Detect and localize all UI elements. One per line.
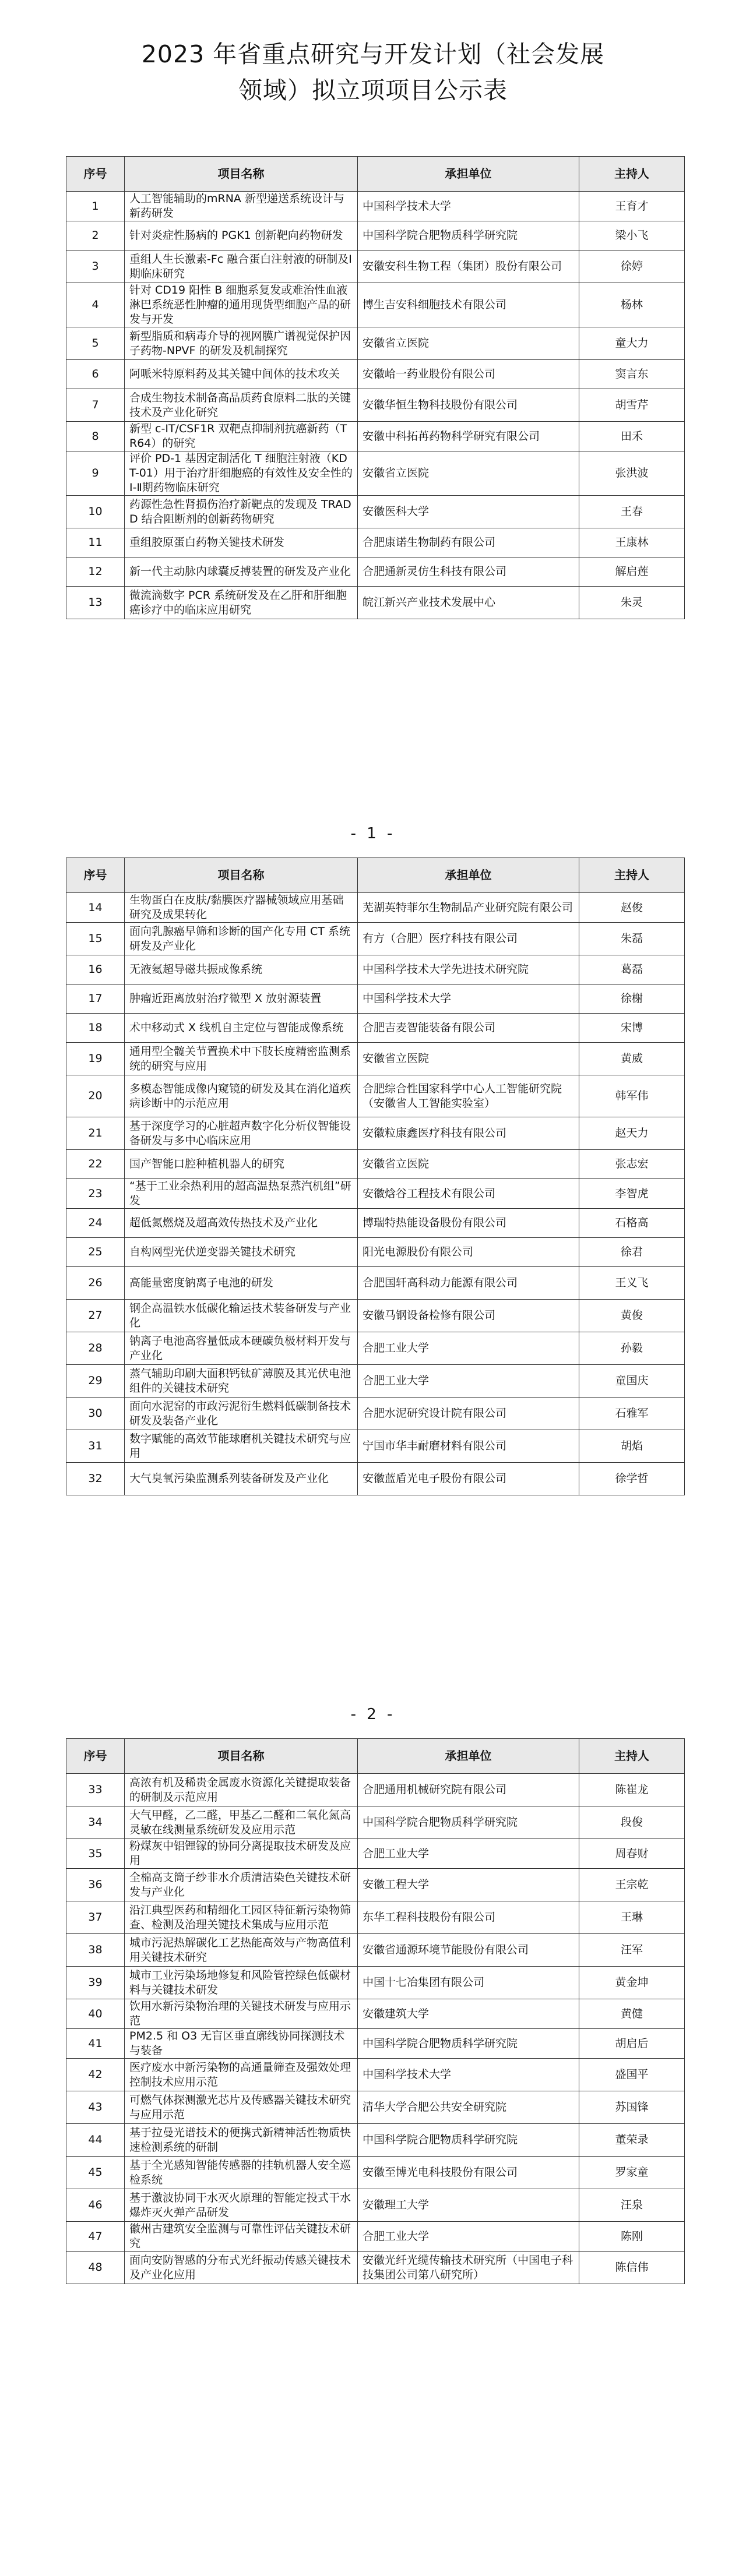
cell-no: 10 — [66, 496, 125, 528]
cell-project-name: 数字赋能的高效节能球磨机关键技术研究与应用 — [125, 1430, 358, 1463]
header-project-name: 项目名称 — [125, 858, 358, 893]
cell-no: 14 — [66, 893, 125, 923]
table-row — [66, 1869, 685, 1901]
table-row — [66, 587, 685, 619]
cell-lead: 赵俊 — [579, 893, 685, 923]
cell-lead: 黄健 — [579, 1999, 685, 2029]
cell-project-name: 面向安防智感的分布式光纤振动传感关键技术及产业化应用 — [125, 2252, 358, 2284]
cell-no: 27 — [66, 1300, 125, 1332]
cell-lead: 朱灵 — [579, 587, 685, 619]
cell-unit: 安徽至博光电科技股份有限公司 — [358, 2157, 579, 2189]
table-row — [66, 2222, 685, 2252]
cell-unit: 安徽医科大学 — [358, 496, 579, 528]
cell-project-name: 全棉高支筒子纱非水介质清洁染色关键技术研发与产业化 — [125, 1869, 358, 1901]
cell-project-name: 微流滴数字 PCR 系统研发及在乙肝和肝细胞癌诊疗中的临床应用研究 — [125, 587, 358, 619]
cell-project-name: 新一代主动脉内球囊反搏装置的研发及产业化 — [125, 557, 358, 587]
cell-no: 4 — [66, 283, 125, 327]
cell-unit: 安徽安科生物工程（集团）股份有限公司 — [358, 250, 579, 283]
cell-unit: 中国科学技术大学先进技术研究院 — [358, 955, 579, 984]
cell-project-name: 新型 c-IT/CSF1R 双靶点抑制剂抗癌新药（TR64）的研究 — [125, 422, 358, 451]
cell-no: 23 — [66, 1179, 125, 1209]
cell-lead: 胡雪芹 — [579, 389, 685, 422]
cell-unit: 宁国市华丰耐磨材料有限公司 — [358, 1430, 579, 1463]
header-no: 序号 — [66, 157, 125, 192]
cell-no: 9 — [66, 451, 125, 496]
table-header-row — [66, 157, 685, 192]
cell-lead: 杨林 — [579, 283, 685, 327]
cell-project-name: 大气臭氧污染监测系列装备研发及产业化 — [125, 1463, 358, 1495]
cell-no: 37 — [66, 1901, 125, 1934]
cell-unit: 安徽中科拓苒药物科学研究有限公司 — [358, 422, 579, 451]
table-row — [66, 528, 685, 557]
table-row — [66, 1150, 685, 1179]
project-table-page-3 — [66, 1738, 685, 2284]
cell-unit: 合肥工业大学 — [358, 2222, 579, 2252]
table-row — [66, 1209, 685, 1238]
cell-project-name: 粉煤灰中铝锂镓的协同分离提取技术研发及应用 — [125, 1839, 358, 1869]
cell-no: 15 — [66, 923, 125, 955]
cell-unit: 阳光电源股份有限公司 — [358, 1238, 579, 1267]
cell-no: 43 — [66, 2091, 125, 2124]
cell-no: 22 — [66, 1150, 125, 1179]
cell-no: 19 — [66, 1043, 125, 1075]
table-row — [66, 2189, 685, 2222]
cell-project-name: 可燃气体探测激光芯片及传感器关键技术研究与应用示范 — [125, 2091, 358, 2124]
cell-project-name: 国产智能口腔种植机器人的研究 — [125, 1150, 358, 1179]
table-row — [66, 557, 685, 587]
cell-project-name: PM2.5 和 O3 无盲区垂直廓线协同探测技术与装备 — [125, 2029, 358, 2059]
title-line-2: 领域）拟立项项目公示表 — [238, 76, 508, 104]
cell-no: 18 — [66, 1014, 125, 1043]
cell-project-name: “基于工业余热利用的超高温热泵蒸汽机组”研发 — [125, 1179, 358, 1209]
cell-no: 30 — [66, 1398, 125, 1430]
table-row — [66, 1043, 685, 1075]
cell-unit: 有方（合肥）医疗科技有限公司 — [358, 923, 579, 955]
cell-no: 40 — [66, 1999, 125, 2029]
table-row — [66, 1934, 685, 1967]
cell-lead: 胡启后 — [579, 2029, 685, 2059]
cell-project-name: 新型脂质和病毒介导的视网膜广谱视觉保护因子药物-NPVF 的研发及机制探究 — [125, 327, 358, 360]
table-row — [66, 893, 685, 923]
table-row — [66, 1117, 685, 1150]
table-header-row — [66, 858, 685, 893]
table-row — [66, 923, 685, 955]
cell-project-name: 重组胶原蛋白药物关键技术研发 — [125, 528, 358, 557]
header-no: 序号 — [66, 1739, 125, 1774]
table-row — [66, 1901, 685, 1934]
cell-project-name: 基于全光感知智能传感器的挂轨机器人安全巡检系统 — [125, 2157, 358, 2189]
cell-no: 8 — [66, 422, 125, 451]
cell-no: 25 — [66, 1238, 125, 1267]
cell-unit: 合肥综合性国家科学中心人工智能研究院（安徽省人工智能实验室） — [358, 1075, 579, 1117]
cell-unit: 安徽蓝盾光电子股份有限公司 — [358, 1463, 579, 1495]
table-row — [66, 1365, 685, 1398]
cell-unit: 合肥通新灵仿生科技有限公司 — [358, 557, 579, 587]
table-row — [66, 283, 685, 327]
title-line-1: 2023 年省重点研究与开发计划（社会发展 — [141, 40, 605, 68]
cell-lead: 汪泉 — [579, 2189, 685, 2222]
table-row — [66, 1300, 685, 1332]
cell-unit: 安徽省立医院 — [358, 327, 579, 360]
cell-project-name: 基于激波协同干水灭火原理的智能定投式干水爆炸灭火弹产品研发 — [125, 2189, 358, 2222]
project-table-page-2 — [66, 858, 685, 1495]
cell-lead: 朱磊 — [579, 923, 685, 955]
cell-project-name: 蒸气辅助印刷大面积钙钛矿薄膜及其光伏电池组件的关键技术研究 — [125, 1365, 358, 1398]
cell-unit: 合肥通用机械研究院有限公司 — [358, 1774, 579, 1806]
cell-project-name: 通用型全髋关节置换术中下肢长度精密监测系统的研究与应用 — [125, 1043, 358, 1075]
cell-no: 29 — [66, 1365, 125, 1398]
cell-lead: 李智虎 — [579, 1179, 685, 1209]
cell-project-name: 针对 CD19 阳性 B 细胞系复发或难治性血液淋巴系统恶性肿瘤的通用现货型细胞产品的研发与开发 — [125, 283, 358, 327]
table-header-row — [66, 1739, 685, 1774]
cell-unit: 皖江新兴产业技术发展中心 — [358, 587, 579, 619]
cell-lead: 盛国平 — [579, 2059, 685, 2091]
cell-unit: 中国科学技术大学 — [358, 984, 579, 1014]
cell-lead: 王康林 — [579, 528, 685, 557]
cell-project-name: 医疗废水中新污染物的高通量筛查及强效处理控制技术应用示范 — [125, 2059, 358, 2091]
cell-no: 36 — [66, 1869, 125, 1901]
cell-unit: 中国科学院合肥物质科学研究院 — [358, 2124, 579, 2157]
table-row — [66, 2252, 685, 2284]
cell-lead: 王育才 — [579, 192, 685, 221]
header-lead: 主持人 — [579, 157, 685, 192]
cell-unit: 合肥工业大学 — [358, 1839, 579, 1869]
table-row — [66, 984, 685, 1014]
cell-project-name: 合成生物技术制备高品质药食原料二肽的关键技术及产业化研究 — [125, 389, 358, 422]
cell-lead: 石格高 — [579, 1209, 685, 1238]
cell-unit: 博瑞特热能设备股份有限公司 — [358, 1209, 579, 1238]
cell-no: 39 — [66, 1967, 125, 1999]
table-row — [66, 2091, 685, 2124]
cell-unit: 安徽工程大学 — [358, 1869, 579, 1901]
cell-lead: 赵天力 — [579, 1117, 685, 1150]
cell-no: 3 — [66, 250, 125, 283]
table-row — [66, 1075, 685, 1117]
cell-no: 26 — [66, 1267, 125, 1300]
header-project-name: 项目名称 — [125, 157, 358, 192]
cell-unit: 中国科学院合肥物质科学研究院 — [358, 1806, 579, 1839]
cell-project-name: 高能量密度钠离子电池的研发 — [125, 1267, 358, 1300]
cell-no: 45 — [66, 2157, 125, 2189]
cell-no: 24 — [66, 1209, 125, 1238]
cell-unit: 中国科学院合肥物质科学研究院 — [358, 2029, 579, 2059]
cell-unit: 合肥康诺生物制药有限公司 — [358, 528, 579, 557]
cell-lead: 窦言东 — [579, 360, 685, 389]
cell-project-name: 城市污泥热解碳化工艺热能高效与产物高值利用关键技术研究 — [125, 1934, 358, 1967]
cell-lead: 陈信伟 — [579, 2252, 685, 2284]
table-row — [66, 955, 685, 984]
cell-unit: 中国科学技术大学 — [358, 2059, 579, 2091]
table-row — [66, 1179, 685, 1209]
cell-no: 48 — [66, 2252, 125, 2284]
table-row — [66, 1806, 685, 1839]
cell-project-name: 超低氮燃烧及超高效传热技术及产业化 — [125, 1209, 358, 1238]
cell-lead: 苏国锋 — [579, 2091, 685, 2124]
cell-lead: 王春 — [579, 496, 685, 528]
cell-project-name: 无液氦超导磁共振成像系统 — [125, 955, 358, 984]
cell-unit: 安徽省立医院 — [358, 1043, 579, 1075]
cell-unit: 安徽省立医院 — [358, 451, 579, 496]
table-row — [66, 2124, 685, 2157]
table-row — [66, 1332, 685, 1365]
cell-no: 17 — [66, 984, 125, 1014]
cell-no: 32 — [66, 1463, 125, 1495]
cell-no: 41 — [66, 2029, 125, 2059]
header-unit: 承担单位 — [358, 157, 579, 192]
project-table-page-1 — [66, 156, 685, 619]
table-row — [66, 2029, 685, 2059]
table-row — [66, 250, 685, 283]
cell-project-name: 钢企高温铁水低碳化输运技术装备研发与产业化 — [125, 1300, 358, 1332]
cell-lead: 葛磊 — [579, 955, 685, 984]
table-row — [66, 389, 685, 422]
cell-no: 33 — [66, 1774, 125, 1806]
cell-lead: 徐君 — [579, 1238, 685, 1267]
cell-lead: 陈刚 — [579, 2222, 685, 2252]
cell-lead: 胡焰 — [579, 1430, 685, 1463]
cell-unit: 东华工程科技股份有限公司 — [358, 1901, 579, 1934]
cell-unit: 安徽省通源环境节能股份有限公司 — [358, 1934, 579, 1967]
cell-lead: 徐婷 — [579, 250, 685, 283]
cell-project-name: 评价 PD-1 基因定制活化 T 细胞注射液（KDT-01）用于治疗肝细胞癌的有效性及安全性的Ⅰ-Ⅱ期药物临床研究 — [125, 451, 358, 496]
cell-unit: 中国科学技术大学 — [358, 192, 579, 221]
page-number-2: - 2 - — [350, 1706, 396, 1723]
cell-lead: 罗家童 — [579, 2157, 685, 2189]
cell-no: 38 — [66, 1934, 125, 1967]
cell-no: 7 — [66, 389, 125, 422]
cell-no: 44 — [66, 2124, 125, 2157]
cell-no: 34 — [66, 1806, 125, 1839]
table-row — [66, 1774, 685, 1806]
cell-no: 2 — [66, 221, 125, 250]
table-row — [66, 1398, 685, 1430]
cell-unit: 清华大学合肥公共安全研究院 — [358, 2091, 579, 2124]
cell-no: 1 — [66, 192, 125, 221]
cell-unit: 安徽粒康鑫医疗科技有限公司 — [358, 1117, 579, 1150]
cell-unit: 中国十七冶集团有限公司 — [358, 1967, 579, 1999]
cell-no: 28 — [66, 1332, 125, 1365]
cell-project-name: 高浓有机及稀贵金属废水资源化关键提取装备的研制及示范应用 — [125, 1774, 358, 1806]
cell-no: 46 — [66, 2189, 125, 2222]
cell-no: 42 — [66, 2059, 125, 2091]
cell-no: 20 — [66, 1075, 125, 1117]
cell-project-name: 大气甲醛，乙二醛，甲基乙二醛和二氧化氮高灵敏在线测量系统研发及应用示范 — [125, 1806, 358, 1839]
cell-project-name: 多模态智能成像内窥镜的研发及其在消化道疾病诊断中的示范应用 — [125, 1075, 358, 1117]
cell-unit: 安徽光纤光缆传输技术研究所（中国电子科技集团公司第八研究所） — [358, 2252, 579, 2284]
cell-unit: 安徽峆一药业股份有限公司 — [358, 360, 579, 389]
cell-no: 31 — [66, 1430, 125, 1463]
table-row — [66, 1267, 685, 1300]
cell-no: 35 — [66, 1839, 125, 1869]
cell-project-name: 徽州古建筑安全监测与可靠性评估关键技术研究 — [125, 2222, 358, 2252]
table-row — [66, 451, 685, 496]
page-title — [0, 36, 746, 108]
cell-unit: 合肥工业大学 — [358, 1365, 579, 1398]
cell-lead: 王宗乾 — [579, 1869, 685, 1901]
cell-project-name: 针对炎症性肠病的 PGK1 创新靶向药物研发 — [125, 221, 358, 250]
cell-lead: 董荣录 — [579, 2124, 685, 2157]
header-unit: 承担单位 — [358, 858, 579, 893]
cell-lead: 王琳 — [579, 1901, 685, 1934]
cell-lead: 黄威 — [579, 1043, 685, 1075]
cell-unit: 合肥工业大学 — [358, 1332, 579, 1365]
cell-lead: 徐榭 — [579, 984, 685, 1014]
table-row — [66, 496, 685, 528]
cell-lead: 周春财 — [579, 1839, 685, 1869]
cell-unit: 安徽焓谷工程技术有限公司 — [358, 1179, 579, 1209]
cell-unit: 安徽华恒生物科技股份有限公司 — [358, 389, 579, 422]
cell-no: 12 — [66, 557, 125, 587]
header-lead: 主持人 — [579, 1739, 685, 1774]
cell-lead: 张洪波 — [579, 451, 685, 496]
cell-project-name: 沿江典型医药和精细化工园区特征新污染物筛查、检测及治理关键技术集成与应用示范 — [125, 1901, 358, 1934]
cell-project-name: 肿瘤近距离放射治疗微型 X 放射源装置 — [125, 984, 358, 1014]
cell-unit: 安徽建筑大学 — [358, 1999, 579, 2029]
table-row — [66, 221, 685, 250]
cell-unit: 合肥国轩高科动力能源有限公司 — [358, 1267, 579, 1300]
cell-no: 21 — [66, 1117, 125, 1150]
cell-project-name: 人工智能辅助的mRNA 新型递送系统设计与新药研发 — [125, 192, 358, 221]
cell-project-name: 面向乳腺癌早筛和诊断的国产化专用 CT 系统研发及产业化 — [125, 923, 358, 955]
cell-lead: 王义飞 — [579, 1267, 685, 1300]
cell-unit: 博生吉安科细胞技术有限公司 — [358, 283, 579, 327]
cell-lead: 汪军 — [579, 1934, 685, 1967]
cell-project-name: 钠离子电池高容量低成本硬碳负极材料开发与产业化 — [125, 1332, 358, 1365]
cell-lead: 黄金坤 — [579, 1967, 685, 1999]
table-row — [66, 360, 685, 389]
cell-lead: 宋博 — [579, 1014, 685, 1043]
cell-project-name: 术中移动式 X 线机自主定位与智能成像系统 — [125, 1014, 358, 1043]
cell-unit: 合肥水泥研究设计院有限公司 — [358, 1398, 579, 1430]
cell-project-name: 药源性急性肾损伤治疗新靶点的发现及 TRADD 结合阻断剂的创新药物研究 — [125, 496, 358, 528]
table-row — [66, 327, 685, 360]
cell-project-name: 基于深度学习的心脏超声数字化分析仪智能设备研发与多中心临床应用 — [125, 1117, 358, 1150]
page-number-1: - 1 - — [350, 825, 396, 842]
cell-no: 47 — [66, 2222, 125, 2252]
cell-project-name: 阿哌米特原料药及其关键中间体的技术攻关 — [125, 360, 358, 389]
header-project-name: 项目名称 — [125, 1739, 358, 1774]
cell-project-name: 城市工业污染场地修复和风险管控绿色低碳材料与关键技术研发 — [125, 1967, 358, 1999]
cell-lead: 黄俊 — [579, 1300, 685, 1332]
cell-no: 13 — [66, 587, 125, 619]
table-row — [66, 1967, 685, 1999]
cell-lead: 梁小飞 — [579, 221, 685, 250]
cell-unit: 中国科学院合肥物质科学研究院 — [358, 221, 579, 250]
cell-project-name: 饮用水新污染物治理的关键技术研发与应用示范 — [125, 1999, 358, 2029]
cell-no: 11 — [66, 528, 125, 557]
cell-project-name: 自构网型光伏逆变器关键技术研究 — [125, 1238, 358, 1267]
header-unit: 承担单位 — [358, 1739, 579, 1774]
table-row — [66, 2157, 685, 2189]
cell-lead: 陈崔龙 — [579, 1774, 685, 1806]
cell-lead: 童大力 — [579, 327, 685, 360]
cell-unit: 芜湖英特菲尔生物制品产业研究院有限公司 — [358, 893, 579, 923]
cell-lead: 张志宏 — [579, 1150, 685, 1179]
cell-project-name: 基于拉曼光谱技术的便携式新精神活性物质快速检测系统的研制 — [125, 2124, 358, 2157]
table-row — [66, 192, 685, 221]
cell-no: 5 — [66, 327, 125, 360]
cell-unit: 安徽理工大学 — [358, 2189, 579, 2222]
table-row — [66, 1839, 685, 1869]
cell-lead: 段俊 — [579, 1806, 685, 1839]
table-row — [66, 1014, 685, 1043]
cell-lead: 孙毅 — [579, 1332, 685, 1365]
cell-project-name: 面向水泥窑的市政污泥衍生燃料低碳制备技术研发及装备产业化 — [125, 1398, 358, 1430]
table-row — [66, 1463, 685, 1495]
cell-lead: 韩军伟 — [579, 1075, 685, 1117]
header-lead: 主持人 — [579, 858, 685, 893]
table-row — [66, 2059, 685, 2091]
cell-no: 6 — [66, 360, 125, 389]
cell-lead: 徐学哲 — [579, 1463, 685, 1495]
table-row — [66, 1430, 685, 1463]
cell-unit: 合肥吉麦智能装备有限公司 — [358, 1014, 579, 1043]
cell-lead: 解启莲 — [579, 557, 685, 587]
table-row — [66, 1238, 685, 1267]
cell-lead: 石雅军 — [579, 1398, 685, 1430]
cell-unit: 安徽马钢设备检修有限公司 — [358, 1300, 579, 1332]
header-no: 序号 — [66, 858, 125, 893]
cell-lead: 田禾 — [579, 422, 685, 451]
cell-no: 16 — [66, 955, 125, 984]
cell-unit: 安徽省立医院 — [358, 1150, 579, 1179]
cell-project-name: 重组人生长激素-Fc 融合蛋白注射液的研制及Ⅰ期临床研究 — [125, 250, 358, 283]
table-row — [66, 422, 685, 451]
cell-lead: 童国庆 — [579, 1365, 685, 1398]
cell-project-name: 生物蛋白在皮肤/黏膜医疗器械领域应用基础研究及成果转化 — [125, 893, 358, 923]
table-row — [66, 1999, 685, 2029]
